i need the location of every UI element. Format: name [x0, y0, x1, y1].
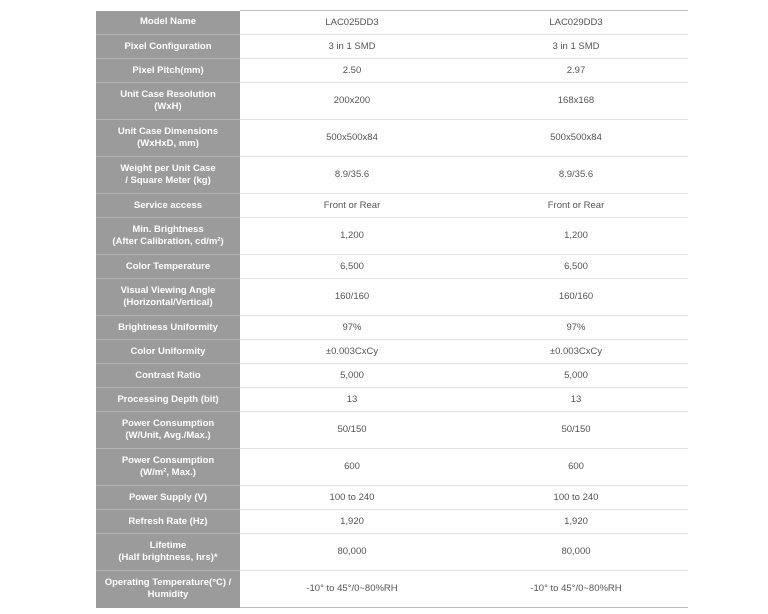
- spec-row: [96, 279, 688, 316]
- spec-row: [96, 510, 688, 534]
- spec-value-lac029dd3: 13: [464, 388, 688, 412]
- spec-value-lac025dd3: LAC025DD3: [240, 11, 464, 35]
- spec-value-lac029dd3: 168x168: [464, 83, 688, 120]
- spec-label: Pixel Configuration: [96, 35, 240, 59]
- spec-row: [96, 316, 688, 340]
- spec-value-lac029dd3: 3 in 1 SMD: [464, 35, 688, 59]
- spec-label: Color Uniformity: [96, 340, 240, 364]
- spec-label: Power Consumption (W/m², Max.): [96, 449, 240, 486]
- spec-row: [96, 218, 688, 255]
- spec-value-lac025dd3: 600: [240, 449, 464, 486]
- spec-value-lac029dd3: ±0.003CxCy: [464, 340, 688, 364]
- spec-row: [96, 11, 688, 35]
- spec-label: Brightness Uniformity: [96, 316, 240, 340]
- spec-value-lac029dd3: 160/160: [464, 279, 688, 316]
- spec-value-lac025dd3: 500x500x84: [240, 120, 464, 157]
- spec-label: Model Name: [96, 11, 240, 35]
- spec-row: [96, 194, 688, 218]
- spec-row: [96, 412, 688, 449]
- spec-value-lac029dd3: LAC029DD3: [464, 11, 688, 35]
- spec-value-lac025dd3: 97%: [240, 316, 464, 340]
- spec-value-lac025dd3: 1,920: [240, 510, 464, 534]
- spec-value-lac025dd3: 200x200: [240, 83, 464, 120]
- spec-value-lac029dd3: 100 to 240: [464, 486, 688, 510]
- spec-value-lac025dd3: 8.9/35.6: [240, 157, 464, 194]
- spec-row: [96, 449, 688, 486]
- spec-value-lac029dd3: 5,000: [464, 364, 688, 388]
- spec-row: [96, 340, 688, 364]
- spec-label: Visual Viewing Angle (Horizontal/Vertical): [96, 279, 240, 316]
- spec-value-lac029dd3: 500x500x84: [464, 120, 688, 157]
- spec-value-lac025dd3: 100 to 240: [240, 486, 464, 510]
- spec-value-lac029dd3: 600: [464, 449, 688, 486]
- spec-label: Color Temperature: [96, 255, 240, 279]
- spec-value-lac025dd3: Front or Rear: [240, 194, 464, 218]
- spec-label: Unit Case Dimensions (WxHxD, mm): [96, 120, 240, 157]
- spec-label: Refresh Rate (Hz): [96, 510, 240, 534]
- spec-value-lac029dd3: 1,200: [464, 218, 688, 255]
- spec-value-lac029dd3: -10° to 45°/0~80%RH: [464, 571, 688, 608]
- spec-value-lac025dd3: 50/150: [240, 412, 464, 449]
- spec-value-lac029dd3: 50/150: [464, 412, 688, 449]
- spec-value-lac025dd3: 160/160: [240, 279, 464, 316]
- spec-label: Unit Case Resolution (WxH): [96, 83, 240, 120]
- spec-label: Operating Temperature(°C) / Humidity: [96, 571, 240, 608]
- spec-label: Lifetime (Half brightness, hrs)*: [96, 534, 240, 571]
- spec-value-lac029dd3: 97%: [464, 316, 688, 340]
- spec-value-lac025dd3: 3 in 1 SMD: [240, 35, 464, 59]
- spec-value-lac025dd3: 6,500: [240, 255, 464, 279]
- spec-value-lac025dd3: ±0.003CxCy: [240, 340, 464, 364]
- spec-row: [96, 120, 688, 157]
- spec-row: [96, 571, 688, 608]
- spec-table-body: [96, 11, 688, 608]
- spec-label: Min. Brightness (After Calibration, cd/m²): [96, 218, 240, 255]
- spec-value-lac025dd3: -10° to 45°/0~80%RH: [240, 571, 464, 608]
- spec-label: Power Supply (V): [96, 486, 240, 510]
- spec-label: Power Consumption (W/Unit, Avg./Max.): [96, 412, 240, 449]
- spec-value-lac029dd3: 2.97: [464, 59, 688, 83]
- spec-row: [96, 534, 688, 571]
- spec-row: [96, 83, 688, 120]
- spec-value-lac029dd3: 1,920: [464, 510, 688, 534]
- spec-row: [96, 388, 688, 412]
- spec-row: [96, 157, 688, 194]
- spec-value-lac025dd3: 80,000: [240, 534, 464, 571]
- spec-row: [96, 255, 688, 279]
- spec-value-lac025dd3: 1,200: [240, 218, 464, 255]
- spec-label: Service access: [96, 194, 240, 218]
- spec-value-lac025dd3: 2.50: [240, 59, 464, 83]
- spec-row: [96, 364, 688, 388]
- spec-row: [96, 35, 688, 59]
- spec-row: [96, 59, 688, 83]
- spec-label: Processing Depth (bit): [96, 388, 240, 412]
- spec-row: [96, 486, 688, 510]
- spec-value-lac029dd3: 80,000: [464, 534, 688, 571]
- spec-value-lac029dd3: Front or Rear: [464, 194, 688, 218]
- spec-table: [96, 10, 688, 608]
- spec-label: Pixel Pitch(mm): [96, 59, 240, 83]
- spec-label: Weight per Unit Case / Square Meter (kg): [96, 157, 240, 194]
- spec-value-lac025dd3: 13: [240, 388, 464, 412]
- spec-value-lac025dd3: 5,000: [240, 364, 464, 388]
- spec-label: Contrast Ratio: [96, 364, 240, 388]
- spec-value-lac029dd3: 6,500: [464, 255, 688, 279]
- spec-value-lac029dd3: 8.9/35.6: [464, 157, 688, 194]
